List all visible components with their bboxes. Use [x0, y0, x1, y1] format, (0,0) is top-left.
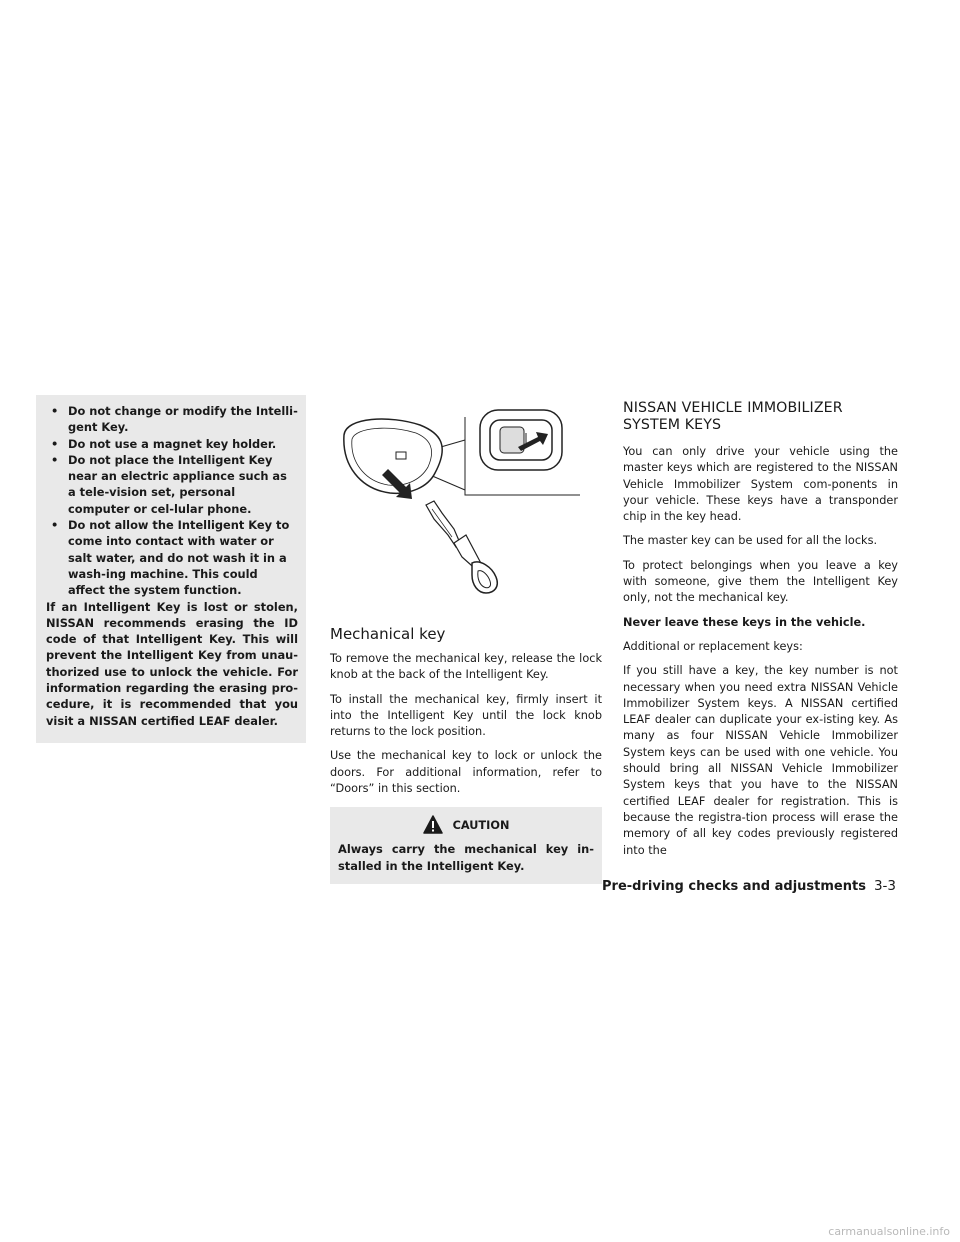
immobilizer-heading-line1: NISSAN VEHICLE IMMOBILIZER [623, 400, 843, 416]
caution-box [330, 807, 602, 884]
immobilizer-paragraph: The master key can be used for all the locks. [623, 534, 878, 548]
caution-label: CAUTION [452, 818, 510, 832]
warning-box [36, 395, 306, 743]
caution-text: Always carry the mechanical key in-stalled in the Intelligent Key. [338, 842, 594, 873]
immobilizer-heading [623, 400, 898, 434]
warning-bullet: • Do not change or modify the Intelli-gent Key. [46, 403, 298, 436]
warning-bullet: • Do not allow the Intelligent Key to come into contact with water or salt water, and do not wash it in a wash-ing machine. This could affect the system function. [46, 517, 298, 598]
immobilizer-bold-paragraph: Never leave these keys in the vehicle. [623, 615, 866, 629]
immobilizer-paragraph: Additional or replacement keys: [623, 639, 803, 653]
mechanical-key-heading: Mechanical key [330, 625, 446, 643]
middle-column [330, 395, 602, 884]
watermark: carmanualsonline.info [828, 1225, 950, 1238]
page-number: 3-3 [873, 878, 896, 894]
mechanical-key-paragraph: To install the mechanical key, firmly insert it into the Intelligent Key until the lock knob returns to the lock position. [330, 692, 602, 739]
right-column [623, 400, 898, 867]
immobilizer-heading-line2: SYSTEM KEYS [623, 417, 722, 433]
caution-header [338, 815, 594, 835]
mechanical-key-illustration [330, 395, 602, 613]
immobilizer-paragraph: If you still have a key, the key number is not necessary when you need extra NISSAN Vehicle Immobilizer System keys. A NISSAN certified LEAF dealer can duplicate your ex-isting key. As many as four NISSAN Vehicle Immobilizer System keys can be used with one vehicle. You should bring all NISSAN Vehicle Immobilizer System keys that you have to the NISSAN certified LEAF dealer for registration. This is because the registra-tion process will erase the memory of all key codes previously registered into the [623, 664, 898, 857]
mechanical-key-paragraph: Use the mechanical key to lock or unlock the doors. For additional information, refer to “Doors” in this section. [330, 749, 602, 796]
warning-bullet: • Do not use a magnet key holder. [46, 436, 298, 452]
left-column [36, 395, 306, 743]
immobilizer-paragraph: To protect belongings when you leave a key with someone, give them the Intelligent Key only, not the mechanical key. [623, 558, 898, 605]
page-footer [602, 878, 896, 894]
warning-paragraph: If an Intelligent Key is lost or stolen, NISSAN recommends erasing the ID code of that Intelligent Key. This will prevent the Intelligent Key from unau-thorized use to unlock the vehicle. For information regarding the erasing pro-cedure, it is recommended that you visit a NISSAN certified LEAF dealer. [46, 599, 298, 728]
immobilizer-paragraph: You can only drive your vehicle using the master keys which are registered to the NISSAN Vehicle Immobilizer System com-ponents in your vehicle. These keys have a transponder chip in the key head. [623, 445, 898, 524]
mechanical-key-paragraph: To remove the mechanical key, release the lock knob at the back of the Intelligent Key. [330, 652, 602, 682]
warning-bullet-list [46, 403, 298, 599]
warning-triangle-icon [423, 815, 443, 835]
section-title: Pre-driving checks and adjustments [602, 879, 866, 894]
warning-bullet: • Do not place the Intelligent Key near an electric appliance such as a tele-vision set, personal computer or cel-lular phone. [46, 452, 298, 517]
intelligent-key-diagram [330, 395, 602, 613]
